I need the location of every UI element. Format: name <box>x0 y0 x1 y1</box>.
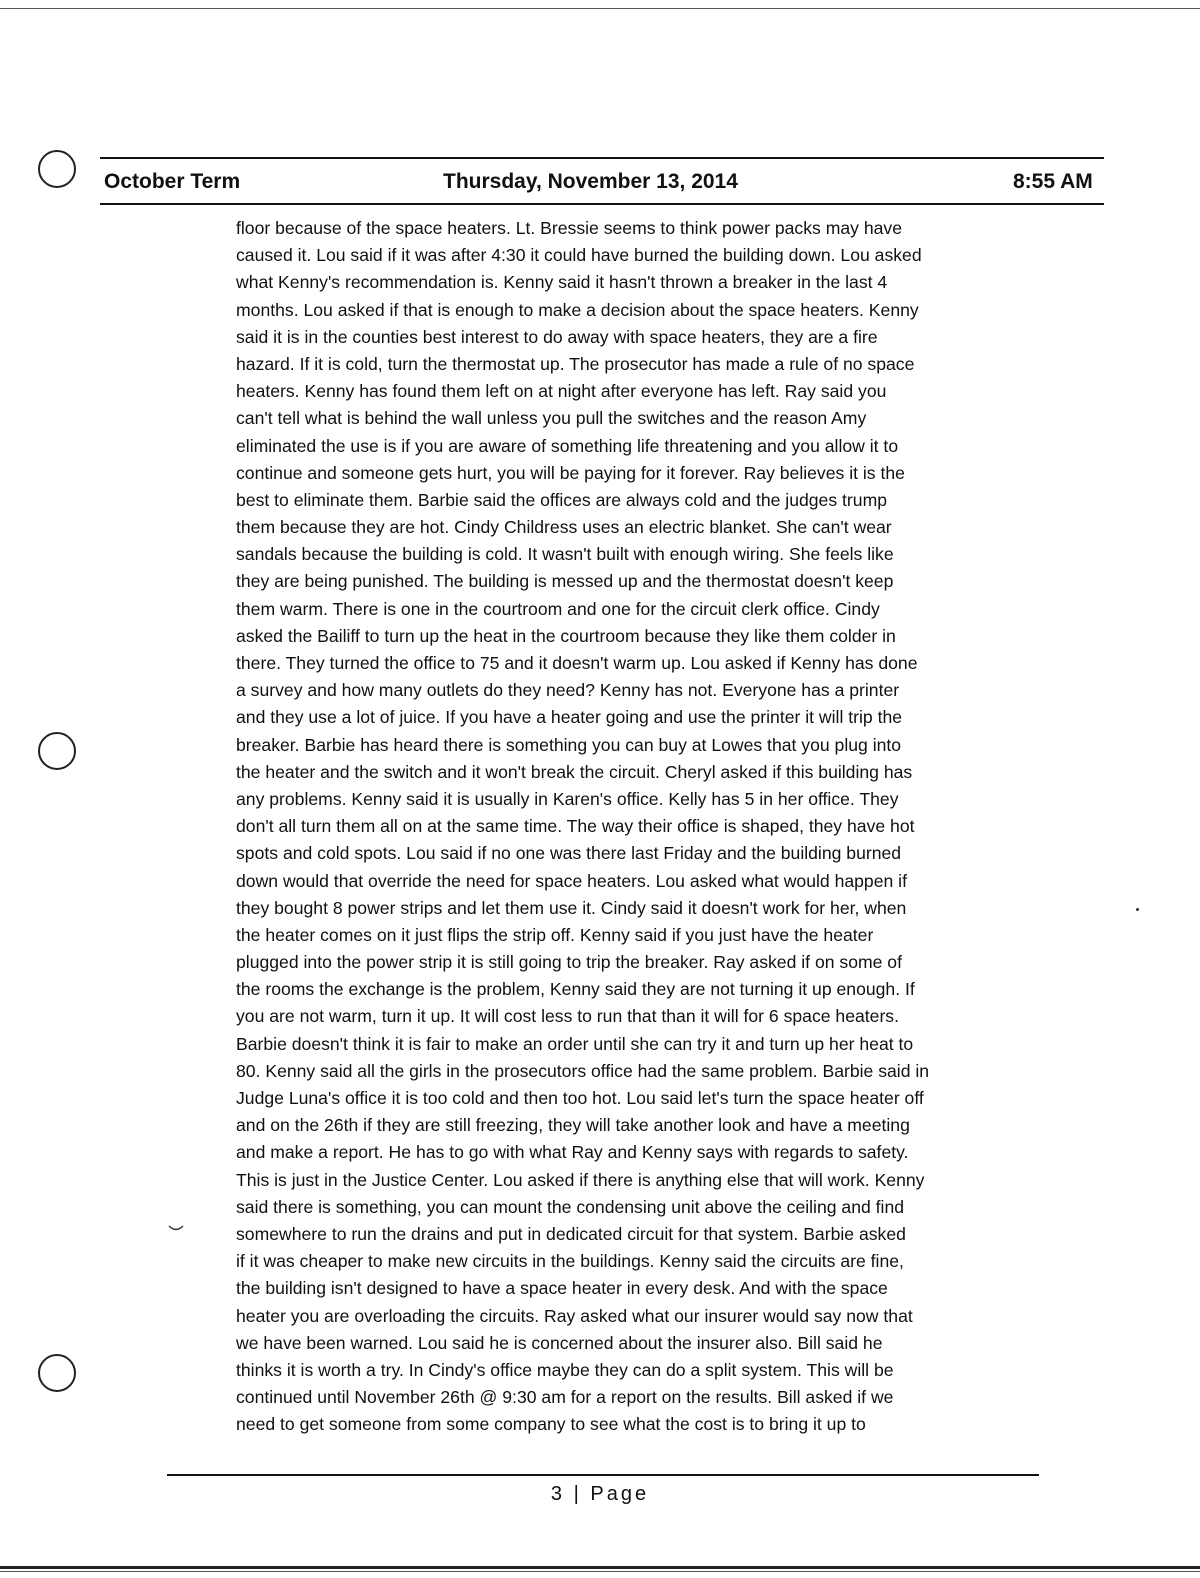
footer-rule <box>167 1474 1039 1476</box>
scan-bottom-edge-secondary <box>0 1571 1200 1572</box>
body-line: they bought 8 power strips and let them use it. Cindy said it doesn't work for her, when <box>236 897 907 918</box>
body-line: if it was cheaper to make new circuits in the buildings. Kenny said the circuits are fine, <box>236 1251 904 1272</box>
body-line: said there is something, you can mount the condensing unit above the ceiling and find <box>236 1196 905 1217</box>
body-line: heater you are overloading the circuits. Ray asked what our insurer would say now that <box>236 1305 913 1326</box>
body-line: eliminated the use is if you are aware of something life threatening and you allow it to <box>236 435 899 456</box>
body-line: down would that override the need for space heaters. Lou asked what would happen if <box>236 870 907 891</box>
body-line: don't all turn them all on at the same time. The way their office is shaped, they have hot <box>236 816 915 837</box>
body-line: them warm. There is one in the courtroom and one for the circuit clerk office. Cindy <box>236 598 880 619</box>
body-line: them because they are hot. Cindy Childress uses an electric blanket. She can't wear <box>236 517 892 538</box>
scan-top-edge <box>0 8 1200 9</box>
scan-bottom-edge <box>0 1566 1200 1569</box>
header-time: 8:55 AM <box>1013 170 1093 193</box>
body-line: This is just in the Justice Center. Lou asked if there is anything else that will work. Kenny <box>236 1169 925 1190</box>
header-rule-top <box>100 157 1104 159</box>
body-line: and they use a lot of juice. If you have a heater going and use the printer it will trip the <box>236 707 903 728</box>
body-line: can't tell what is behind the wall unless you pull the switches and the reason Amy <box>236 408 867 429</box>
body-line: Barbie doesn't think it is fair to make an order until she can try it and turn up her heat to <box>236 1033 914 1054</box>
body-line: somewhere to run the drains and put in dedicated circuit for that system. Barbie asked <box>236 1223 906 1244</box>
body-line: asked the Bailiff to turn up the heat in the courtroom because they like them colder in <box>236 625 896 646</box>
body-line: breaker. Barbie has heard there is something you can buy at Lowes that you plug into <box>236 734 902 755</box>
body-line: floor because of the space heaters. Lt. Bressie seems to think power packs may have <box>236 218 902 238</box>
body-line: and on the 26th if they are still freezing, they will take another look and have a meeting <box>236 1115 910 1136</box>
body-line: the heater and the switch and it won't break the circuit. Cheryl asked if this building has <box>236 761 913 782</box>
minutes-body <box>236 215 1028 1438</box>
body-line: need to get someone from some company to see what the cost is to bring it up to <box>236 1414 866 1435</box>
scan-speck <box>1136 908 1139 911</box>
body-line: months. Lou asked if that is enough to make a decision about the space heaters. Kenny <box>236 299 919 320</box>
hole-punch-middle <box>38 732 76 770</box>
body-line: Judge Luna's office it is too cold and then too hot. Lou said let's turn the space heater off <box>236 1088 924 1108</box>
body-line: plugged into the power strip it is still going to trip the breaker. Ray asked if on some of <box>236 952 902 973</box>
body-line: and make a report. He has to go with what Ray and Kenny says with regards to safety. <box>236 1142 909 1163</box>
hole-punch-bottom <box>38 1354 76 1392</box>
body-line: best to eliminate them. Barbie said the offices are always cold and the judges trump <box>236 489 888 510</box>
body-line: the heater comes on it just flips the strip off. Kenny said if you just have the heater <box>236 924 874 945</box>
body-line: we have been warned. Lou said he is concerned about the insurer also. Bill said he <box>236 1332 883 1353</box>
page-number: 3 | Page <box>550 1483 650 1505</box>
body-line: spots and cold spots. Lou said if no one was there last Friday and the building burned <box>236 843 902 864</box>
header-date: Thursday, November 13, 2014 <box>443 170 738 193</box>
header-term: October Term <box>104 170 241 193</box>
body-line: the rooms the exchange is the problem, Kenny said they are not turning it up enough. If <box>236 979 915 1000</box>
header-rule-bottom <box>100 203 1104 205</box>
body-line: heaters. Kenny has found them left on at night after everyone has left. Ray said you <box>236 381 887 402</box>
body-line: continue and someone gets hurt, you will be paying for it forever. Ray believes it is the <box>236 462 905 483</box>
body-line: continued until November 26th @ 9:30 am for a report on the results. Bill asked if we <box>236 1387 894 1408</box>
body-line: they are being punished. The building is messed up and the thermostat doesn't keep <box>236 571 894 592</box>
body-line: a survey and how many outlets do they need? Kenny has not. Everyone has a printer <box>236 680 900 701</box>
body-line: hazard. If it is cold, turn the thermostat up. The prosecutor has made a rule of no space <box>236 353 915 374</box>
body-line: said it is in the counties best interest to do away with space heaters, they are a fire <box>236 326 878 347</box>
body-line: sandals because the building is cold. It wasn't built with enough wiring. She feels like <box>236 544 894 565</box>
body-line: the building isn't designed to have a space heater in every desk. And with the space <box>236 1278 888 1299</box>
body-line: caused it. Lou said if it was after 4:30 it could have burned the building down. Lou asked <box>236 245 922 266</box>
body-line: 80. Kenny said all the girls in the prosecutors office had the same problem. Barbie said in <box>236 1060 930 1081</box>
body-line: you are not warm, turn it up. It will cost less to run that than it will for 6 space heaters. <box>236 1006 899 1027</box>
hole-punch-top <box>38 150 76 188</box>
body-line: there. They turned the office to 75 and it doesn't warm up. Lou asked if Kenny has done <box>236 653 918 673</box>
body-line: thinks it is worth a try. In Cindy's office maybe they can do a split system. This will be <box>236 1359 894 1380</box>
body-line: what Kenny's recommendation is. Kenny said it hasn't thrown a breaker in the last 4 <box>236 272 888 293</box>
margin-tick-mark <box>168 1223 184 1235</box>
body-line: any problems. Kenny said it is usually in Karen's office. Kelly has 5 in her office. They <box>236 788 899 809</box>
